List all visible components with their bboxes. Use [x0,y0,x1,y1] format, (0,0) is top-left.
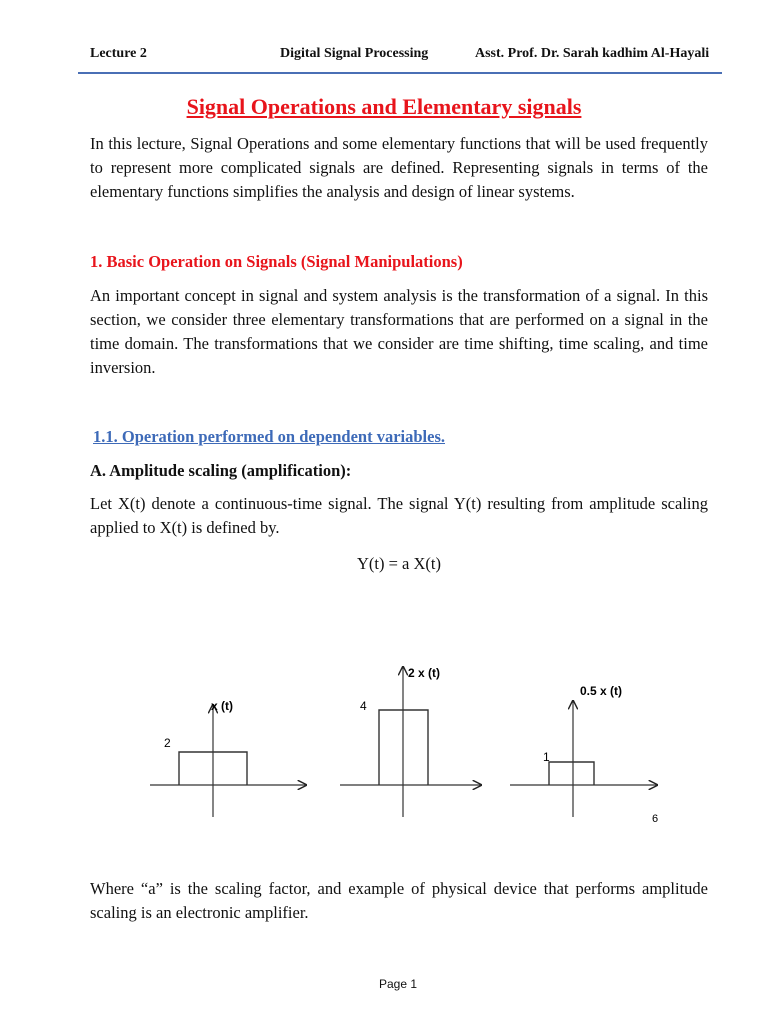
plot-3-level-label: 1 [543,750,550,764]
plot-3-label: 0.5 x (t) [580,684,623,698]
closing-paragraph: Where “a” is the scaling factor, and example of physical device that performs amplitude scaling is an electronic amplifier. [90,879,708,922]
header-divider [78,72,722,74]
header-author: Asst. Prof. Dr. Sarah kadhim Al-Hayali [475,46,710,61]
amplitude-scaling-heading: A. Amplitude scaling (amplification): [90,461,352,480]
page-header [90,46,708,66]
plot-2x-t [340,666,481,817]
amplitude-scaling-paragraph: Let X(t) denote a continuous-time signal. The signal Y(t) resulting from amplitude scaling applied to X(t) is defined by. [90,494,708,537]
plot-1-level-label: 2 [164,736,171,750]
header-course: Digital Signal Processing [280,46,429,61]
amplitude-scaling-figure [140,655,680,835]
plot-x-t [150,699,306,817]
section-1-heading: 1. Basic Operation on Signals (Signal Manipulations) [90,252,463,271]
page-number: Page 1 [378,977,418,991]
section-1-1-heading: 1.1. Operation performed on dependent variables. [93,427,445,446]
plot-2-level-label: 4 [360,699,367,713]
section-1-paragraph: An important concept in signal and system analysis is the transformation of a signal. In this section, we consider three elementary transformations that are performed on a signal in the time domain. The transformations that we consider are time shifting, time scaling, and time inversion. [90,286,708,377]
page-title: Signal Operations and Elementary signals [186,94,582,119]
stray-mark: 6 [652,813,659,825]
intro-paragraph: In this lecture, Signal Operations and some elementary functions that will be used frequently to represent more complicated signals are defined. Representing signals in terms of the elementary functions simplifies the analysis and design of linear systems. [90,134,708,201]
header-lecture: Lecture 2 [90,46,147,61]
scaling-equation: Y(t) = a X(t) [357,554,441,573]
plot-1-label: x (t) [211,699,233,713]
plot-2-label: 2 x (t) [408,666,441,680]
plot-half-x-t [510,684,658,825]
plot-3-pulse [549,762,594,785]
